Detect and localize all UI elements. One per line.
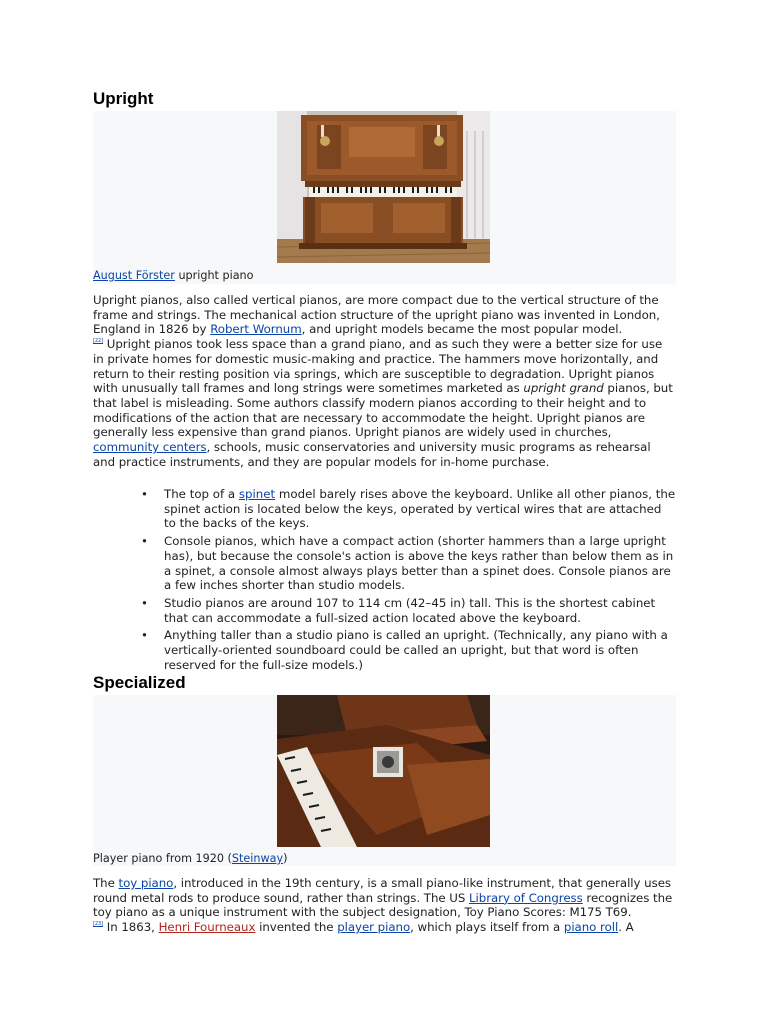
figure-upright bbox=[93, 111, 676, 284]
caption-link-steinway[interactable]: Steinway bbox=[231, 852, 284, 865]
list-item: • Console pianos, which have a compact action (shorter hammers than a large upright has), but because the console's action is above the keys rather than below them as in a spinet, a console almost always plays better than a spinet does. Console pianos are a few inches shorter than studio models. bbox=[93, 534, 676, 593]
figure-specialized bbox=[93, 695, 676, 866]
figure-caption-specialized: Player piano from 1920 (Steinway) bbox=[93, 852, 288, 865]
section-heading-specialized: Specialized bbox=[93, 673, 186, 692]
specialized-paragraph: The toy piano, introduced in the 19th century, is a small piano-like instrument, that generally uses round metal rods to produce sound, rather than strings. The US Library of Congress recognizes the toy piano as a unique instrument with the subject designation, Toy Piano Scores: M175 T69. [23] In 1863, Henri Fourneaux invented the player piano, which plays itself from a piano roll. A bbox=[93, 876, 673, 935]
reference-23[interactable]: [23] bbox=[93, 921, 104, 928]
upright-paragraph: Upright pianos, also called vertical pianos, are more compact due to the vertical structure of the frame and strings. The mechanical action structure of the upright piano was invented in London, England in 1826 by Robert Wornum, and upright models became the most popular model. [22] Upright pianos took less space than a grand piano, and as such they were a better size for use in private homes for domestic music-making and practice. The hammers move horizontally, and return to their resting position via springs, which are susceptible to degradation. Upright pianos with unusually tall frames and long strings were sometimes marketed as upright grand pianos, but that label is misleading. Some authors classify modern pianos according to their height and to modifications of the action that are necessary to accommodate the height. Upright pianos are generally less expensive than grand pianos. Upright pianos are widely used in churches, community centers, schools, music conservatories and university music programs as rehearsal and practice instruments, and they are popular models for in-home purchase. bbox=[93, 293, 673, 469]
list-item: • Anything taller than a studio piano is called an upright. (Technically, any piano with a vertically-oriented soundboard could be called an upright, but that word is often reserved for the full-size models.) bbox=[93, 628, 676, 672]
link-piano-roll[interactable]: piano roll bbox=[563, 920, 619, 935]
section-heading-upright: Upright bbox=[93, 89, 154, 108]
link-player-piano[interactable]: player piano bbox=[337, 920, 411, 935]
link-henri-fourneaux[interactable]: Henri Fourneaux bbox=[158, 920, 256, 935]
figure-caption-upright: August Förster upright piano bbox=[93, 269, 254, 282]
link-toy-piano[interactable]: toy piano bbox=[118, 876, 174, 890]
list-item: • The top of a spinet model barely rises above the keyboard. Unlike all other pianos, the spinet action is located below the keys, operated by vertical wires that are attached to the backs of the keys. bbox=[93, 487, 676, 531]
caption-link-august-forster[interactable]: August Förster bbox=[93, 269, 175, 282]
link-spinet[interactable]: spinet bbox=[238, 487, 276, 501]
link-robert-wornum[interactable]: Robert Wornum bbox=[210, 322, 302, 337]
reference-22[interactable]: [22] bbox=[93, 338, 104, 345]
upright-piano-image bbox=[277, 111, 490, 263]
upright-bullet-list bbox=[93, 487, 676, 675]
link-community-centers[interactable]: community centers bbox=[93, 440, 207, 455]
list-item: • Studio pianos are around 107 to 114 cm (42–45 in) tall. This is the shortest cabinet that can accommodate a full-sized action located above the keyboard. bbox=[93, 596, 676, 625]
link-library-of-congress[interactable]: Library of Congress bbox=[469, 890, 583, 905]
player-piano-image bbox=[277, 695, 490, 847]
